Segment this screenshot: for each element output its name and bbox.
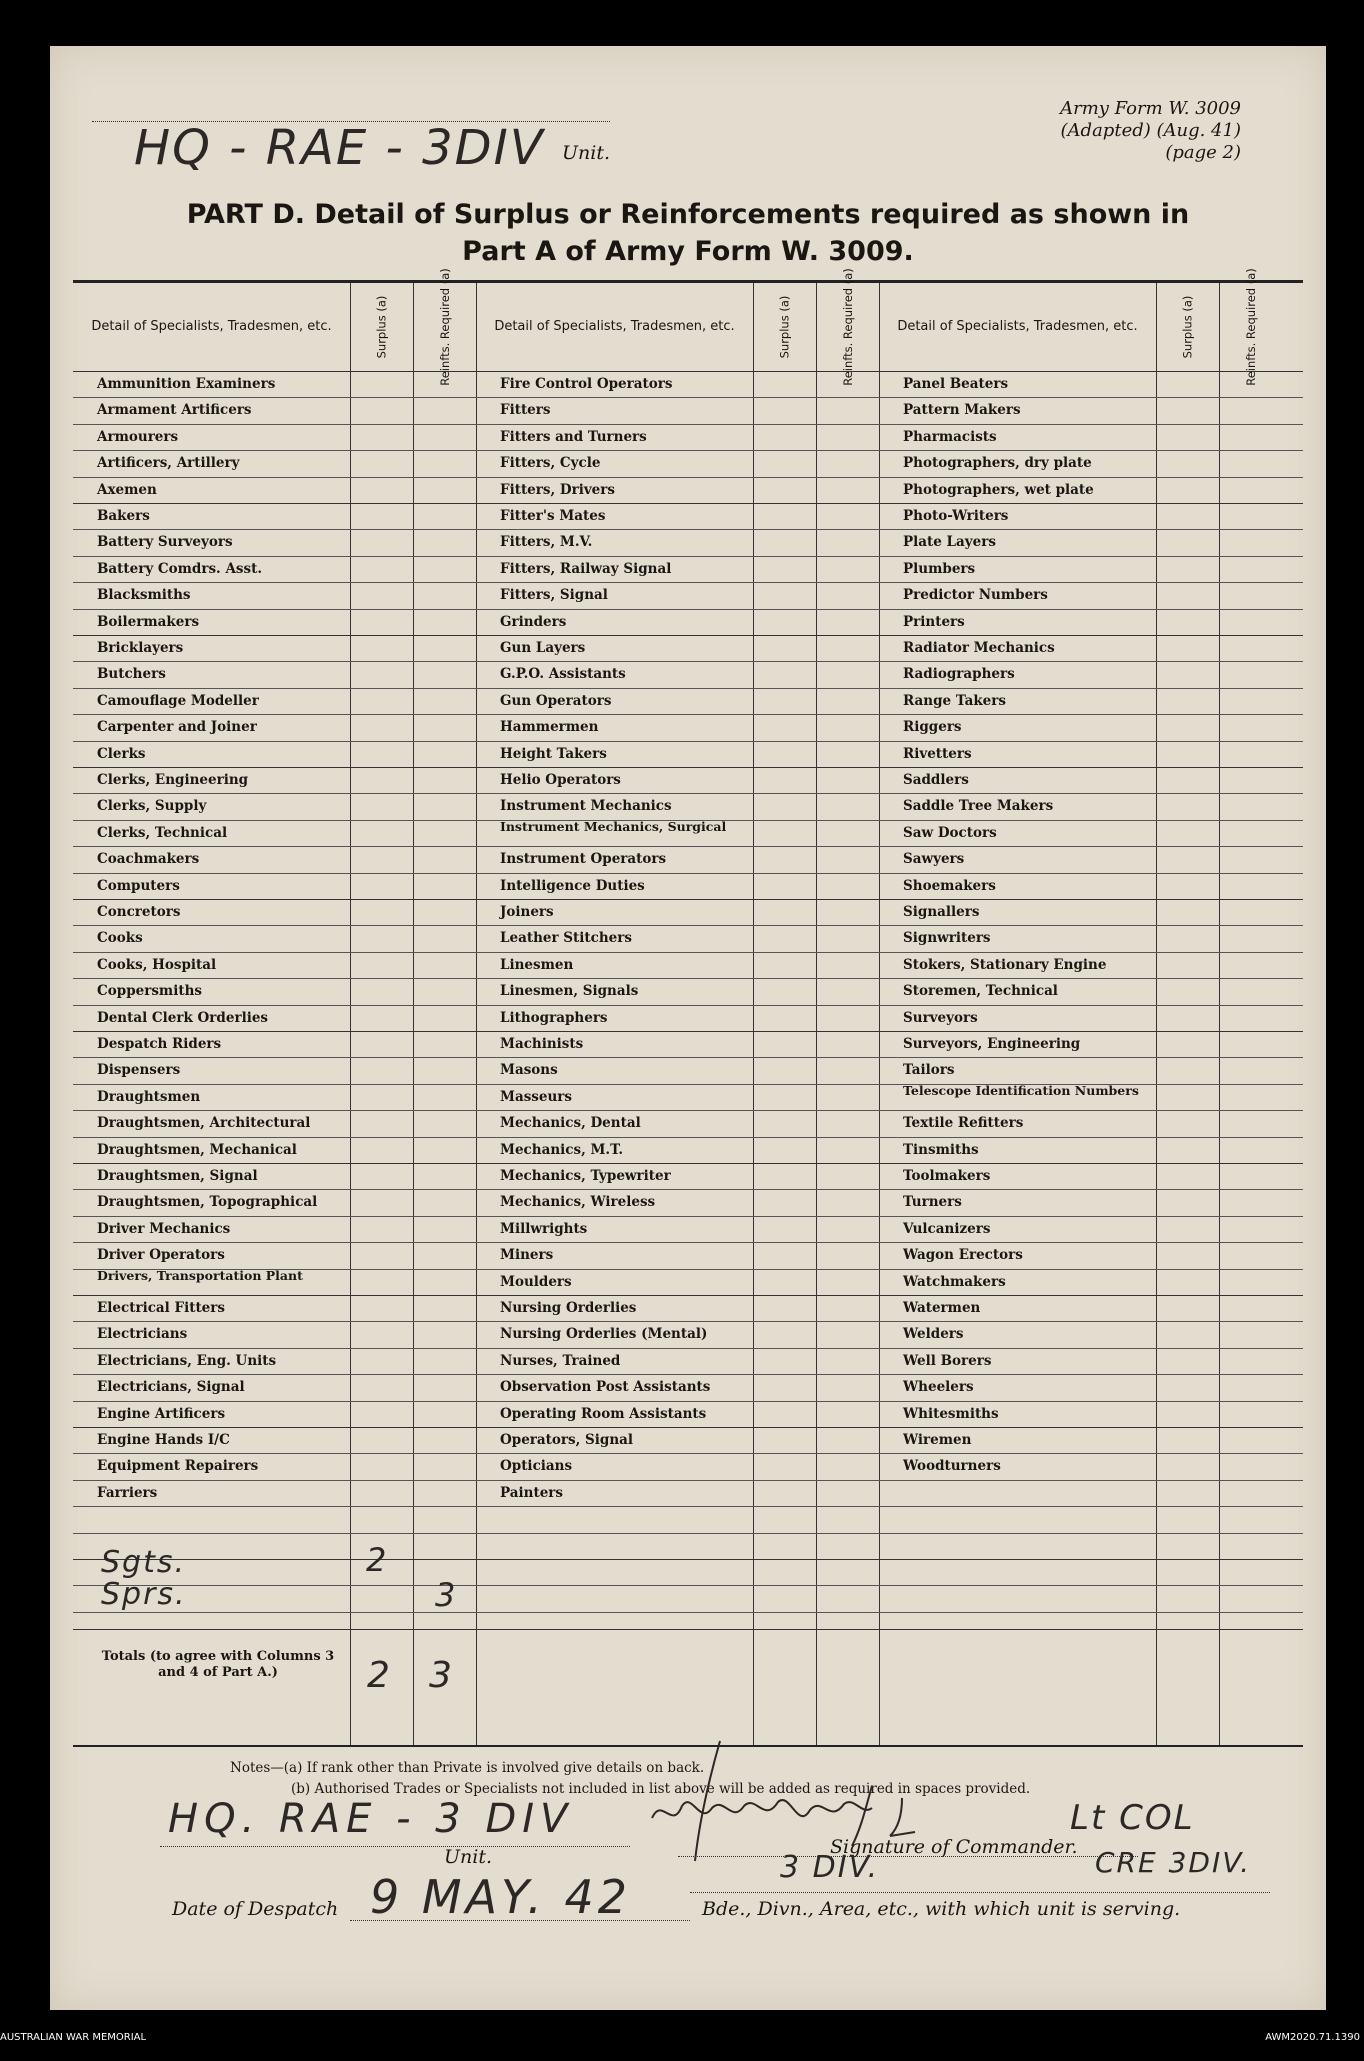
column1-item: Dental Clerk Orderlies: [97, 1009, 269, 1026]
column3-item: Vulcanizers: [903, 1220, 991, 1237]
column1-item: Coachmakers: [97, 851, 200, 868]
form-ref-line2: (Adapted) (Aug. 41): [1060, 120, 1241, 141]
column2-item: Grinders: [500, 613, 567, 630]
row-divider: [73, 925, 1303, 926]
column2-item: Gun Layers: [500, 640, 586, 656]
row-divider: [73, 1585, 1303, 1586]
column2-item: Fitters, M.V.: [500, 534, 593, 551]
column2-item: Nurses, Trained: [500, 1352, 621, 1369]
row-divider: [73, 1348, 1303, 1349]
totals-divider: [73, 1629, 1303, 1630]
handwritten-trade-sgts: Sgts.: [101, 1545, 187, 1580]
column3-item: Wheelers: [903, 1379, 974, 1396]
column3-item: Tailors: [903, 1062, 955, 1079]
column3-item: Sawyers: [903, 851, 965, 868]
footer-unit-label: Unit.: [444, 1846, 493, 1868]
column2-item: Intelligence Duties: [500, 877, 645, 894]
column1-item: Engine Artificers: [97, 1405, 226, 1422]
row-divider: [73, 1189, 1303, 1190]
handwritten-surplus-sgts: 2: [366, 1541, 389, 1579]
formation-handwritten-2: CRE 3DIV.: [1095, 1846, 1252, 1879]
column2-item: Opticians: [500, 1458, 573, 1475]
column3-item: Watermen: [903, 1300, 981, 1316]
column2-item: Fitters and Turners: [500, 428, 647, 445]
row-divider: [73, 978, 1303, 979]
unit-dotted-line: [92, 121, 610, 122]
row-divider: [73, 1216, 1303, 1217]
form-title: [50, 196, 1326, 270]
column3-item: Saw Doctors: [903, 824, 997, 841]
trades-table: [73, 268, 1303, 1747]
column1-item: Battery Comdrs. Asst.: [97, 560, 263, 577]
column1-item: Coppersmiths: [97, 983, 202, 1000]
row-divider: [73, 714, 1303, 715]
date-label: Date of Despatch: [172, 1898, 339, 1920]
column2-item: Joiners: [500, 904, 554, 920]
title-line2: Part A of Army Form W. 3009.: [462, 236, 914, 267]
column2-item: Leather Stitchers: [500, 930, 632, 947]
row-divider: [73, 1427, 1303, 1428]
column2-item: Operating Room Assistants: [500, 1405, 707, 1422]
column2-item: Miners: [500, 1247, 554, 1264]
column3-item: Printers: [903, 613, 965, 630]
row-divider: [73, 741, 1303, 742]
column1-item: Farriers: [97, 1484, 158, 1501]
form-ref-line3: (page 2): [1165, 142, 1241, 163]
column1-item: Boilermakers: [97, 613, 200, 630]
row-divider: [73, 1506, 1303, 1507]
totals-label: Totals (to agree with Columns 3 and 4 of Part A.): [101, 1649, 335, 1680]
column1-item: Battery Surveyors: [97, 534, 233, 551]
signature-rank: Lt COL: [1070, 1798, 1195, 1838]
column1-item: Ammunition Examiners: [97, 376, 276, 392]
unit-label: Unit.: [562, 142, 611, 164]
column1-item: Computers: [97, 877, 180, 894]
column3-item: Wiremen: [903, 1432, 972, 1448]
column1-item: Electricians, Signal: [97, 1379, 245, 1396]
column2-item: Painters: [500, 1484, 564, 1501]
column1-item: Bakers: [97, 508, 150, 524]
column2-item: Height Takers: [500, 745, 607, 762]
column3-item: Predictor Numbers: [903, 587, 1048, 604]
column1-item: Concretors: [97, 904, 181, 920]
column3-item: Telescope Identification Numbers: [903, 1082, 1139, 1098]
column3-item: Storemen, Technical: [903, 983, 1058, 1000]
column1-item: Engine Hands I/C: [97, 1432, 230, 1448]
unit-handwritten: HQ - RAE - 3DIV: [134, 120, 545, 176]
column1-item: Draughtsmen: [97, 1088, 201, 1105]
row-divider: [73, 450, 1303, 451]
column3-item: Stokers, Stationary Engine: [903, 956, 1107, 973]
column2-item: Nursing Orderlies: [500, 1300, 637, 1316]
column2-item: Helio Operators: [500, 772, 621, 788]
col1-header-detail: Detail of Specialists, Tradesmen, etc.: [91, 319, 332, 334]
form-ref-line1: Army Form W. 3009: [1060, 98, 1241, 119]
column1-item: Draughtsmen, Architectural: [97, 1115, 311, 1132]
column3-item: Range Takers: [903, 692, 1006, 709]
column1-item: Butchers: [97, 666, 166, 683]
column2-item: Fitters: [500, 402, 551, 419]
column3-item: Turners: [903, 1194, 962, 1211]
column1-item: Draughtsmen, Signal: [97, 1168, 258, 1184]
column1-item: Artificers, Artillery: [97, 455, 240, 472]
column1-item: Electricians: [97, 1326, 188, 1343]
footer-unit-dotted-line: [160, 1846, 630, 1847]
column1-item: Electrical Fitters: [97, 1300, 225, 1316]
column2-item: Observation Post Assistants: [500, 1379, 711, 1396]
column3-item: Photographers, dry plate: [903, 455, 1092, 472]
column3-item: Riggers: [903, 719, 962, 736]
column3-item: Radiator Mechanics: [903, 640, 1055, 656]
column1-item: Clerks, Engineering: [97, 772, 249, 788]
column3-item: Tinsmiths: [903, 1141, 979, 1158]
column1-item: Despatch Riders: [97, 1036, 222, 1052]
note-a: Notes—(a) If rank other than Private is involved give details on back.: [230, 1760, 705, 1776]
column3-item: Plate Layers: [903, 534, 996, 551]
column3-item: Pattern Makers: [903, 402, 1021, 419]
column3-item: Saddle Tree Makers: [903, 798, 1054, 815]
column1-item: Axemen: [97, 481, 157, 498]
column1-item: Clerks, Supply: [97, 798, 207, 815]
note-b: (b) Authorised Trades or Specialists not included in list above will be added as required in spaces provided.: [291, 1781, 1031, 1797]
row-divider: [73, 1374, 1303, 1375]
row-divider: [73, 1480, 1303, 1481]
column3-item: Signallers: [903, 904, 980, 920]
row-divider: [73, 1005, 1303, 1006]
column2-item: Mechanics, M.T.: [500, 1141, 624, 1158]
column1-item: Driver Operators: [97, 1247, 225, 1264]
column1-item: Armourers: [97, 428, 179, 445]
column2-item: Lithographers: [500, 1009, 608, 1026]
column1-item: Driver Mechanics: [97, 1220, 231, 1237]
totals-reinfts: 3: [429, 1655, 454, 1696]
row-divider: [73, 477, 1303, 478]
column2-item: Gun Operators: [500, 692, 612, 709]
column2-item: Mechanics, Typewriter: [500, 1168, 671, 1184]
row-divider: [73, 1321, 1303, 1322]
col2-header-reinfts: Reinfts. Required (a): [840, 268, 855, 386]
totals-surplus: 2: [367, 1655, 392, 1696]
row-divider: [73, 661, 1303, 662]
column3-item: Toolmakers: [903, 1168, 991, 1184]
col3-header-reinfts: Reinfts. Required (a): [1243, 268, 1258, 386]
column1-item: Cooks, Hospital: [97, 956, 217, 973]
archive-caption: AUSTRALIAN WAR MEMORIAL: [0, 2032, 147, 2043]
column2-item: Mechanics, Dental: [500, 1115, 641, 1132]
handwritten-trade-sprs: Sprs.: [101, 1577, 187, 1612]
column2-item: Operators, Signal: [500, 1432, 634, 1448]
column2-item: Nursing Orderlies (Mental): [500, 1326, 708, 1343]
column3-item: Surveyors, Engineering: [903, 1036, 1081, 1052]
title-line1: PART D. Detail of Surplus or Reinforcements required as shown in: [186, 199, 1190, 230]
column1-item: Draughtsmen, Topographical: [97, 1194, 318, 1211]
row-divider: [73, 556, 1303, 557]
row-divider: [73, 793, 1303, 794]
row-divider: [73, 846, 1303, 847]
row-divider: [73, 1612, 1303, 1613]
column1-item: Carpenter and Joiner: [97, 719, 257, 736]
col3-header-detail: Detail of Specialists, Tradesmen, etc.: [897, 319, 1138, 334]
column1-item: Dispensers: [97, 1062, 181, 1079]
form-sheet: [50, 46, 1326, 2010]
column3-item: Radiographers: [903, 666, 1015, 683]
column2-item: Hammermen: [500, 719, 599, 736]
col3-header-surplus: Surplus (a): [1180, 295, 1195, 359]
column3-item: Wagon Erectors: [903, 1247, 1023, 1264]
column3-item: Textile Refitters: [903, 1115, 1024, 1132]
column2-item: Linesmen: [500, 956, 574, 973]
row-divider: [73, 1137, 1303, 1138]
column3-item: Saddlers: [903, 772, 969, 788]
column3-item: Photographers, wet plate: [903, 481, 1094, 498]
row-divider: [73, 1110, 1303, 1111]
column3-item: Signwriters: [903, 930, 991, 947]
column3-item: Photo-Writers: [903, 508, 1009, 524]
date-handwritten: 9 MAY. 42: [370, 1870, 631, 1924]
row-divider: [73, 767, 1303, 768]
column2-item: Instrument Mechanics: [500, 798, 672, 815]
column1-item: Clerks: [97, 745, 146, 762]
column2-item: Fitters, Signal: [500, 587, 608, 604]
column2-item: Millwrights: [500, 1220, 588, 1237]
row-divider: [73, 1401, 1303, 1402]
signature-label: Signature of Commander.: [830, 1836, 1078, 1858]
col1-header-reinfts: Reinfts. Required (a): [437, 268, 452, 386]
row-divider: [73, 582, 1303, 583]
column2-item: Fitters, Railway Signal: [500, 560, 672, 577]
column1-item: Cooks: [97, 930, 143, 947]
column3-item: Woodturners: [903, 1458, 1001, 1475]
row-divider: [73, 1057, 1303, 1058]
header-divider: [73, 371, 1303, 372]
catalogue-number: AWM2020.71.1390: [1265, 2032, 1360, 2043]
row-divider: [73, 503, 1303, 504]
column2-item: Masseurs: [500, 1088, 573, 1105]
formation-label: Bde., Divn., Area, etc., with which unit is serving.: [702, 1898, 1181, 1920]
row-divider: [73, 899, 1303, 900]
column3-item: Surveyors: [903, 1009, 978, 1026]
row-divider: [73, 873, 1303, 874]
column3-item: Welders: [903, 1326, 964, 1343]
column1-item: Electricians, Eng. Units: [97, 1352, 277, 1369]
column1-item: Bricklayers: [97, 640, 184, 656]
row-divider: [73, 424, 1303, 425]
column2-item: Moulders: [500, 1273, 572, 1290]
column2-item: Fitter's Mates: [500, 508, 606, 524]
column3-item: Shoemakers: [903, 877, 996, 894]
handwritten-reinfts-sprs: 3: [435, 1576, 458, 1614]
column3-item: Watchmakers: [903, 1273, 1006, 1290]
column3-item: Rivetters: [903, 745, 972, 762]
column2-item: Masons: [500, 1062, 558, 1079]
row-divider: [73, 609, 1303, 610]
column1-item: Drivers, Transportation Plant: [97, 1267, 303, 1283]
col2-header-detail: Detail of Specialists, Tradesmen, etc.: [494, 319, 735, 334]
column2-item: Instrument Operators: [500, 851, 667, 868]
column2-item: Fire Control Operators: [500, 376, 673, 392]
column2-item: Mechanics, Wireless: [500, 1194, 656, 1211]
col2-header-surplus: Surplus (a): [777, 295, 792, 359]
column3-item: Pharmacists: [903, 428, 997, 445]
column1-item: Draughtsmen, Mechanical: [97, 1141, 297, 1158]
row-divider: [73, 1453, 1303, 1454]
row-divider: [73, 635, 1303, 636]
column1-item: Equipment Repairers: [97, 1458, 259, 1475]
row-divider: [73, 529, 1303, 530]
row-divider: [73, 1163, 1303, 1164]
column1-item: Armament Artificers: [97, 402, 252, 419]
formation-handwritten-1: 3 DIV.: [780, 1850, 880, 1885]
column2-item: Linesmen, Signals: [500, 983, 639, 1000]
formation-dotted-line: [690, 1892, 1270, 1893]
col1-header-surplus: Surplus (a): [374, 295, 389, 359]
column3-item: Panel Beaters: [903, 376, 1009, 392]
column3-item: Whitesmiths: [903, 1405, 999, 1422]
column1-item: Blacksmiths: [97, 587, 191, 604]
form-reference: [1060, 98, 1241, 164]
column3-item: Plumbers: [903, 560, 976, 577]
footer-unit-handwritten: HQ. RAE - 3 DIV: [168, 1796, 574, 1842]
column2-item: Fitters, Drivers: [500, 481, 615, 498]
column3-item: Well Borers: [903, 1352, 992, 1369]
column1-item: Camouflage Modeller: [97, 692, 259, 709]
row-divider: [73, 397, 1303, 398]
row-divider: [73, 688, 1303, 689]
column2-item: Fitters, Cycle: [500, 455, 601, 472]
row-divider: [73, 1242, 1303, 1243]
column2-item: Instrument Mechanics, Surgical: [500, 818, 727, 834]
row-divider: [73, 1031, 1303, 1032]
column2-item: G.P.O. Assistants: [500, 666, 626, 683]
row-divider: [73, 1533, 1303, 1534]
column2-item: Machinists: [500, 1036, 584, 1052]
row-divider: [73, 1295, 1303, 1296]
row-divider: [73, 952, 1303, 953]
row-divider: [73, 1559, 1303, 1560]
column1-item: Clerks, Technical: [97, 824, 228, 841]
